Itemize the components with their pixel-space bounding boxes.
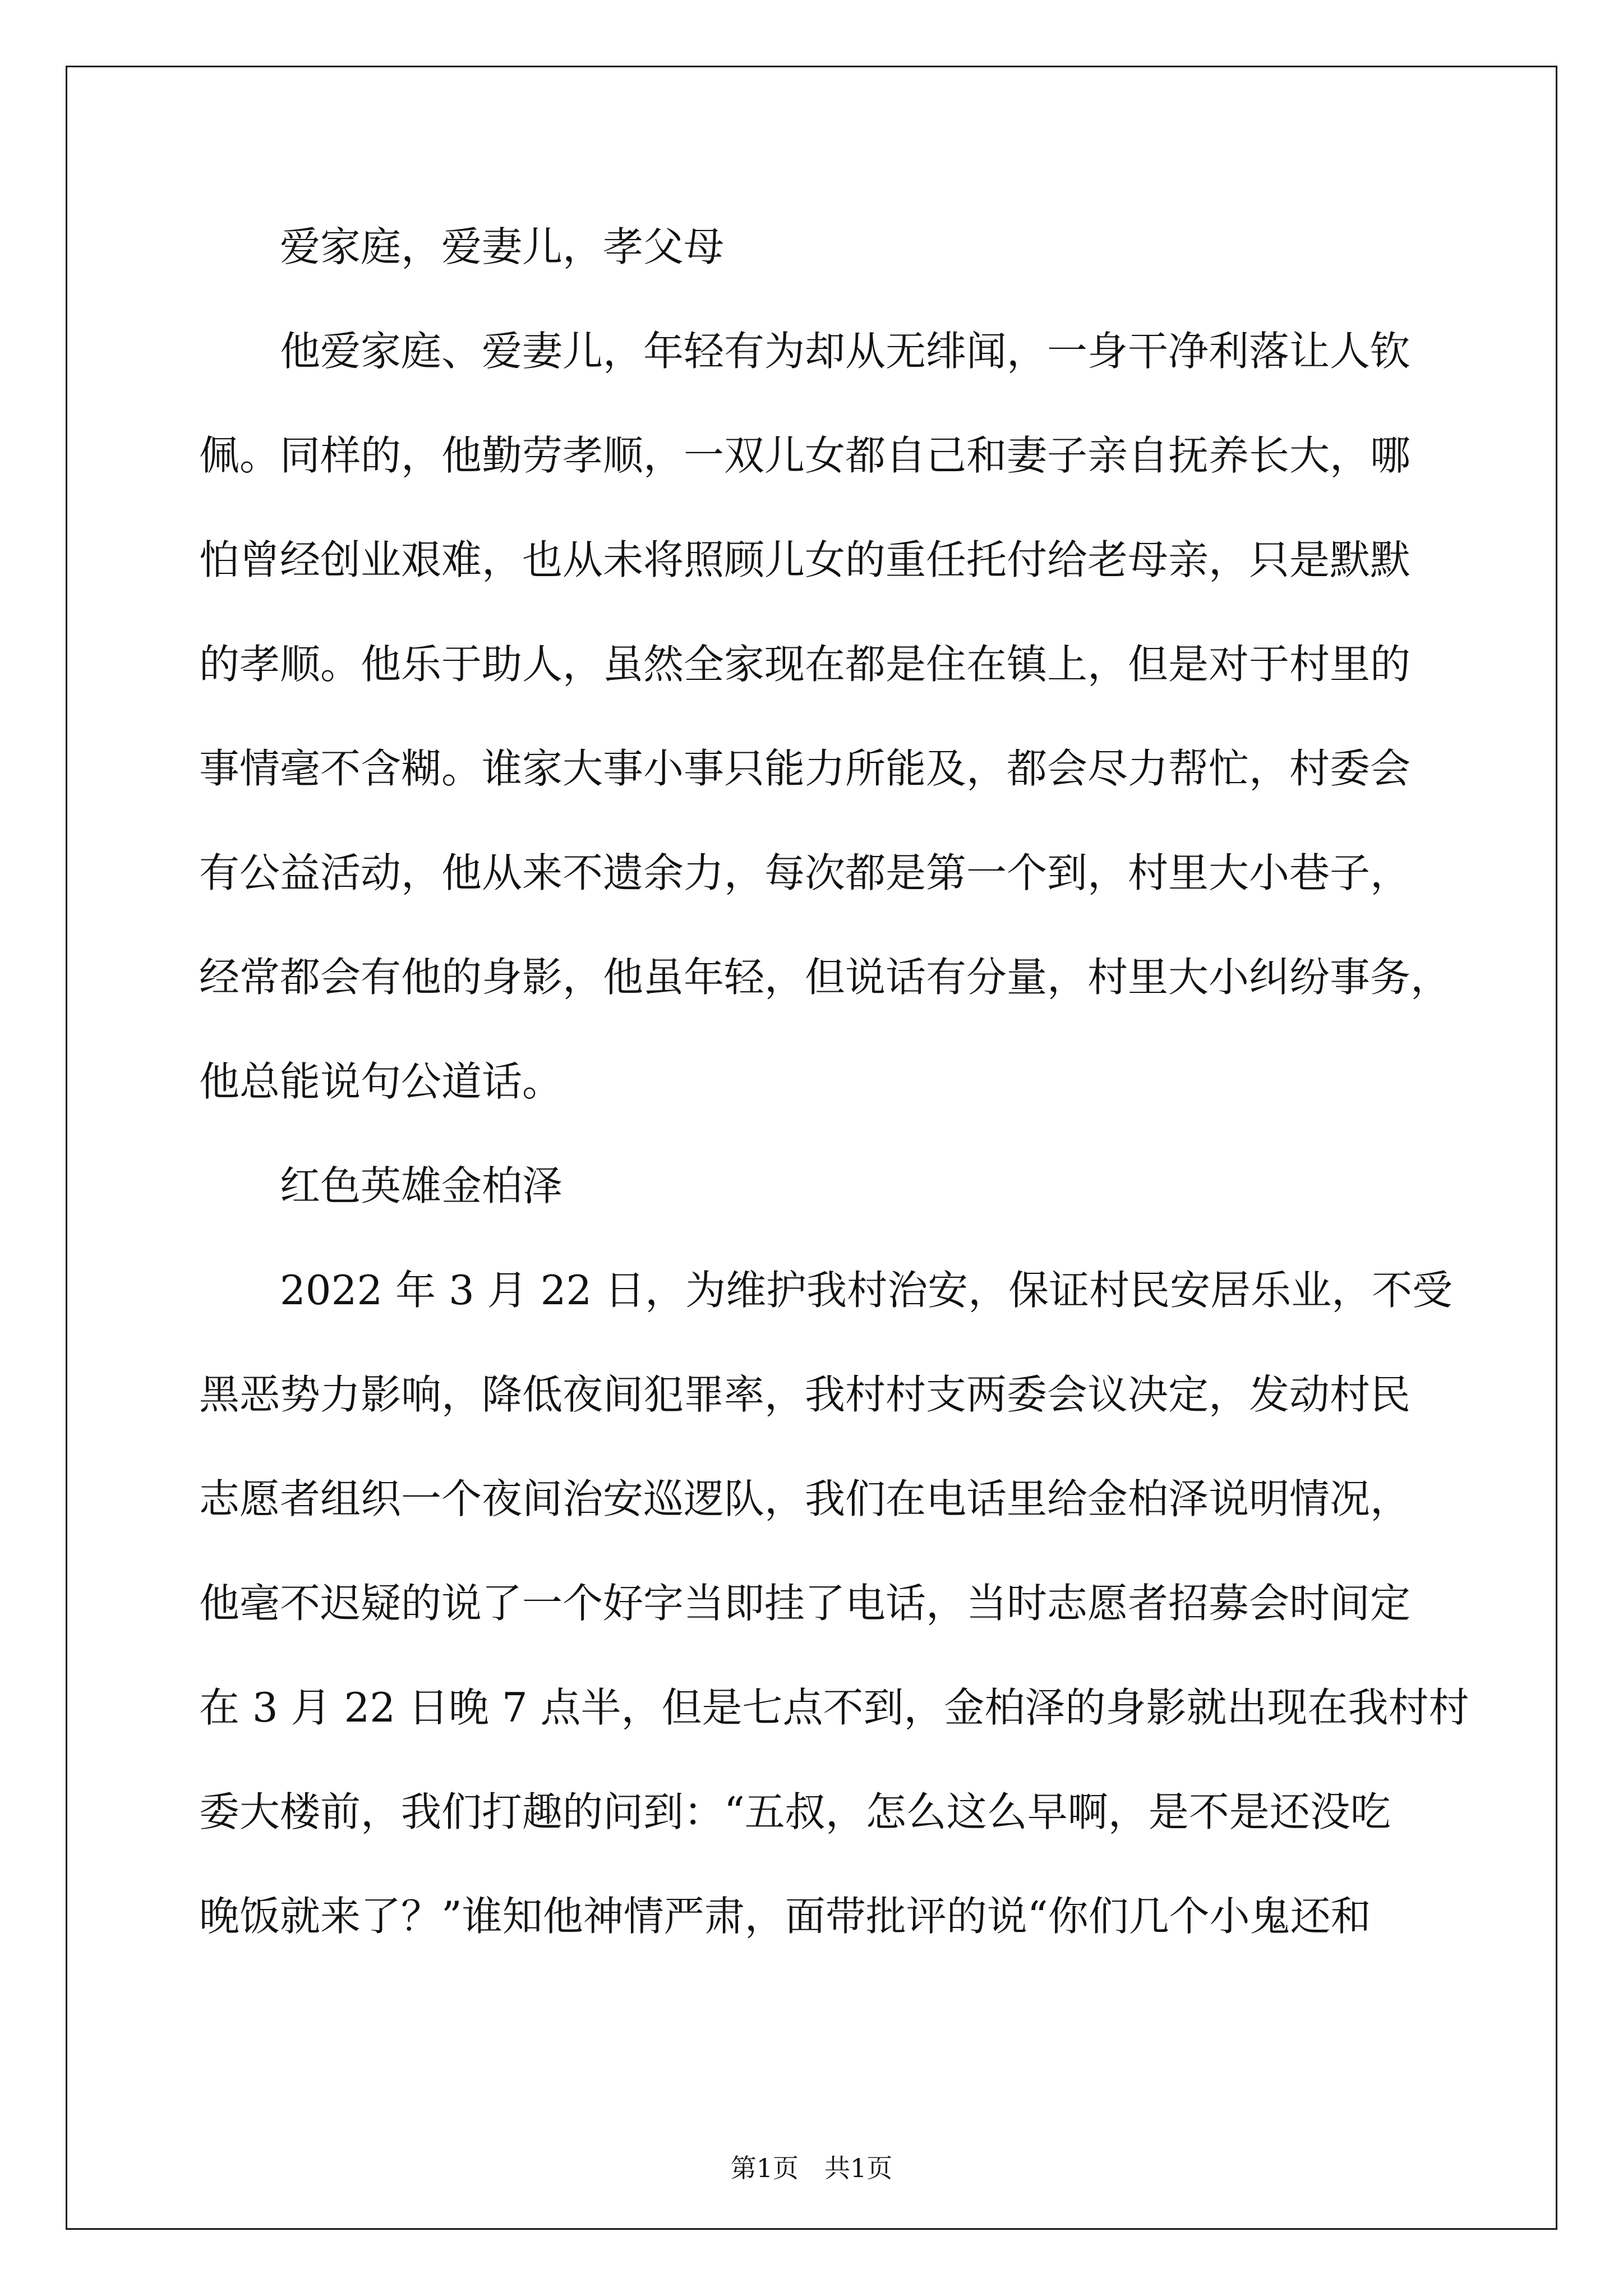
text-line-2: 他爱家庭、爱妻儿，年轻有为却从无绯闻，一身干净利落让人钦 — [199, 328, 1411, 375]
text-line-4: 怕曾经创业艰难，也从未将照顾儿女的重任托付给老母亲，只是默默 — [199, 536, 1411, 583]
page-footer: 第1页 共1页 — [730, 2153, 893, 2183]
text-line-9: 他总能说句公道话。 — [199, 1058, 563, 1105]
text-line-8: 经常都会有他的身影，他虽年轻，但说话有分量，村里大小纠纷事务， — [199, 954, 1451, 1001]
text-line-15: 在 3 月 22 日晚 7 点半，但是七点不到，金柏泽的身影就出现在我村村 — [199, 1684, 1469, 1731]
text-line-1: 爱家庭，爱妻儿，孝父母 — [199, 223, 725, 270]
text-line-12: 黑恶势力影响，降低夜间犯罪率，我村村支两委会议决定，发动村民 — [199, 1371, 1411, 1418]
text-line-16: 委大楼前，我们打趣的问到：“五叔，怎么这么早啊，是不是还没吃 — [199, 1788, 1391, 1835]
text-line-6: 事情毫不含糊。谁家大事小事只能力所能及，都会尽力帮忙，村委会 — [199, 745, 1411, 792]
text-line-14: 他毫不迟疑的说了一个好字当即挂了电话，当时志愿者招募会时间定 — [199, 1580, 1411, 1627]
text-line-13: 志愿者组织一个夜间治安巡逻队，我们在电话里给金柏泽说明情况， — [199, 1475, 1411, 1522]
text-line-3: 佩。同样的，他勤劳孝顺，一双儿女都自己和妻子亲自抚养长大，哪 — [199, 432, 1411, 479]
text-line-5: 的孝顺。他乐于助人，虽然全家现在都是住在镇上，但是对于村里的 — [199, 641, 1411, 688]
section-heading: 红色英雄金柏泽 — [199, 1162, 563, 1209]
text-line-11: 2022 年 3 月 22 日，为维护我村治安，保证村民安居乐业，不受 — [199, 1267, 1453, 1314]
text-line-17: 晚饭就来了？”谁知他神情严肃，面带批评的说“你们几个小鬼还和 — [199, 1893, 1371, 1940]
text-line-7: 有公益活动，他从来不遗余力，每次都是第一个到，村里大小巷子， — [199, 849, 1411, 896]
